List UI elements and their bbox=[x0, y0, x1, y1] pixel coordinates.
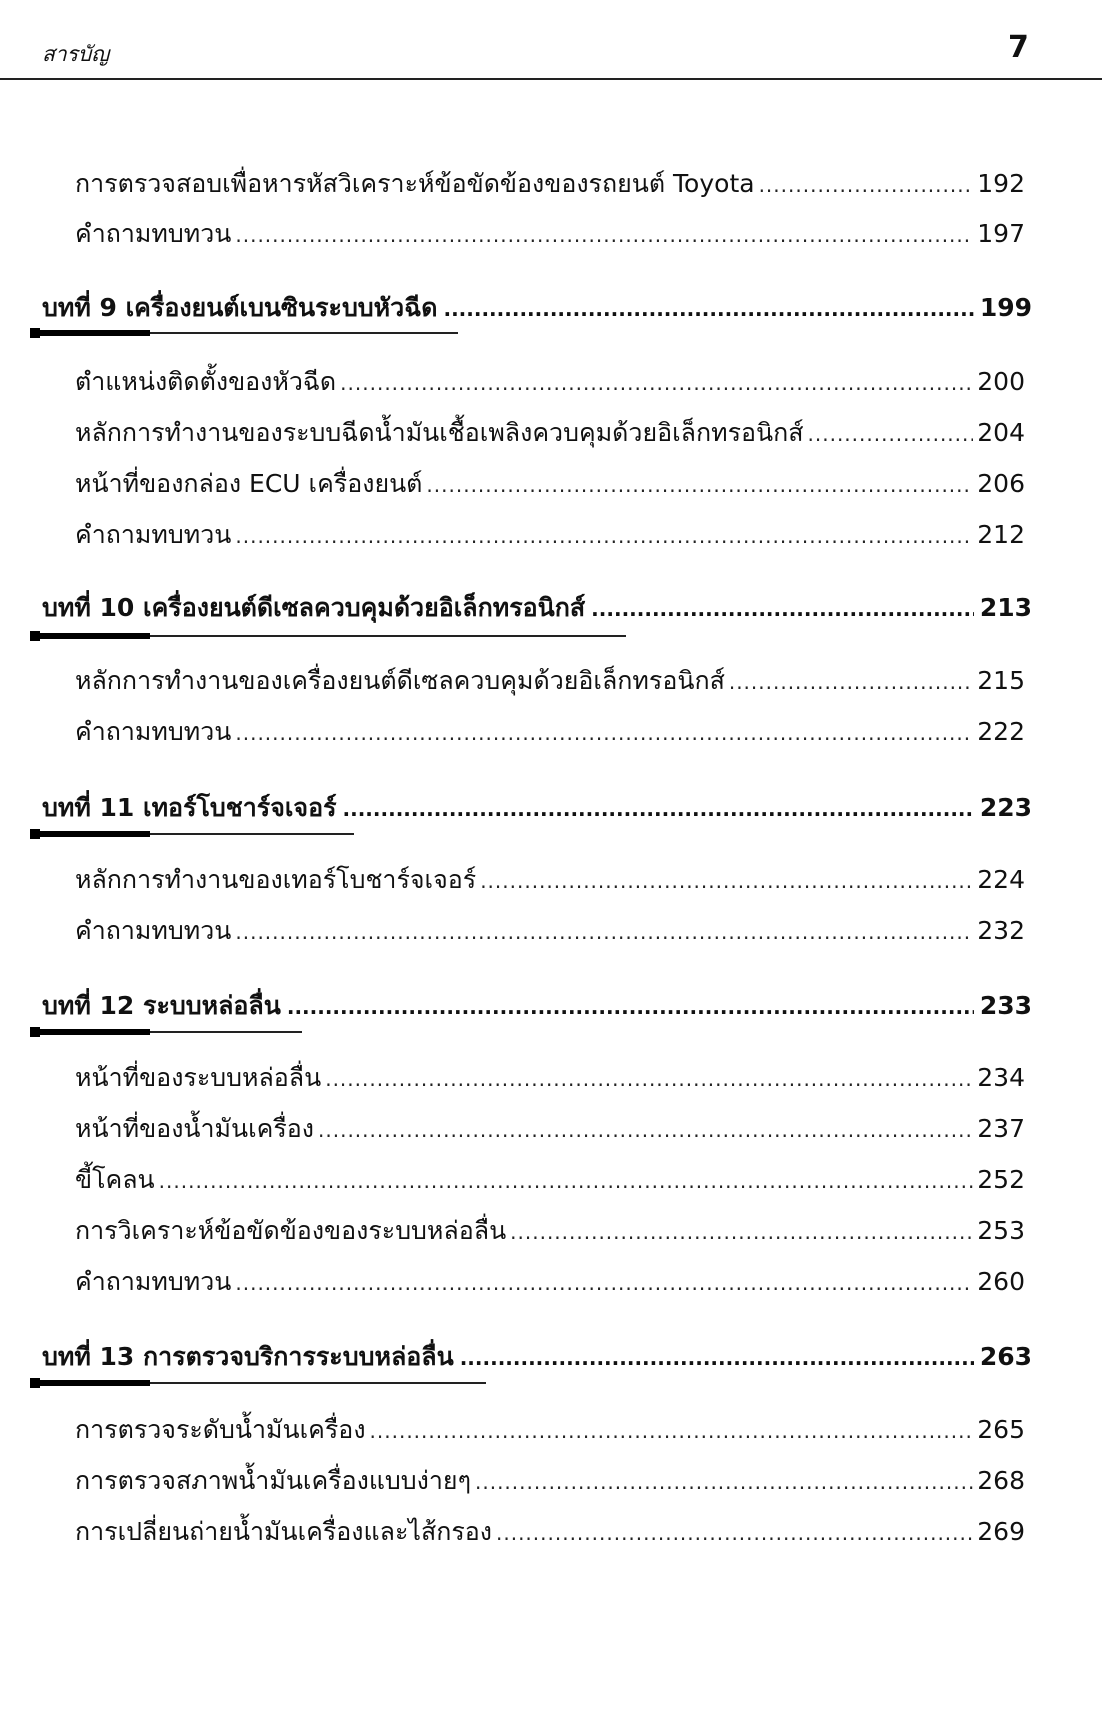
toc-entry-title: ขี้โคลน bbox=[75, 1165, 155, 1194]
dot-leader bbox=[340, 365, 973, 401]
chapter-heading[interactable] bbox=[42, 788, 1032, 828]
toc-entry-title: หน้าที่ของกล่อง ECU เครื่องยนต์ bbox=[75, 469, 423, 498]
dot-leader bbox=[343, 789, 974, 829]
toc-entry-page: 215 bbox=[977, 666, 1025, 695]
chapter-page: 223 bbox=[979, 793, 1032, 822]
dot-leader bbox=[759, 167, 974, 203]
toc-entry-title: หลักการทำงานของเทอร์โบชาร์จเจอร์ bbox=[75, 865, 477, 894]
dot-leader bbox=[235, 914, 973, 950]
dot-leader bbox=[443, 289, 973, 329]
dot-leader bbox=[460, 1338, 974, 1378]
dot-leader bbox=[496, 1515, 973, 1551]
chapter-title: บทที่ 9 เครื่องยนต์เบนซินระบบหัวฉีด bbox=[42, 293, 438, 322]
dot-leader bbox=[370, 1413, 974, 1449]
chapter-heading[interactable] bbox=[42, 986, 1032, 1026]
chapter-title: บทที่ 10 เครื่องยนต์ดีเซลควบคุมด้วยอิเล็กทรอนิกส์ bbox=[42, 593, 586, 622]
toc-entry-title: การวิเคราะห์ข้อขัดข้องของระบบหล่อลื่น bbox=[75, 1216, 507, 1245]
toc-entry-title: การตรวจสภาพน้ำมันเครื่องแบบง่ายๆ bbox=[75, 1466, 471, 1495]
page-number: 7 bbox=[1008, 30, 1029, 65]
toc-entry-title: คำถามทบทวน bbox=[75, 916, 232, 945]
toc-entry-page: 200 bbox=[977, 367, 1025, 396]
toc-entry-title: การตรวจสอบเพื่อหารหัสวิเคราะห์ข้อขัดข้องของรถยนต์ Toyota bbox=[75, 169, 755, 198]
chapter-page: 199 bbox=[979, 293, 1032, 322]
toc-entry[interactable] bbox=[75, 415, 1025, 451]
toc-entry[interactable] bbox=[75, 1060, 1025, 1096]
toc-entry-page: 252 bbox=[977, 1165, 1025, 1194]
toc-entry[interactable] bbox=[75, 1111, 1025, 1147]
dot-leader bbox=[287, 987, 974, 1027]
toc-entry-page: 192 bbox=[977, 169, 1025, 198]
toc-entry[interactable] bbox=[75, 364, 1025, 400]
toc-entry-page: 260 bbox=[977, 1267, 1025, 1296]
toc-entry-page: 268 bbox=[977, 1466, 1025, 1495]
toc-entry[interactable] bbox=[75, 1162, 1025, 1198]
toc-entry[interactable] bbox=[75, 1213, 1025, 1249]
chapter-underline bbox=[32, 328, 458, 338]
dot-leader bbox=[235, 1265, 973, 1301]
running-title: สารบัญ bbox=[42, 42, 110, 66]
toc-entry-page: 265 bbox=[977, 1415, 1025, 1444]
toc-entry-title: คำถามทบทวน bbox=[75, 1267, 232, 1296]
toc-entry[interactable] bbox=[75, 1463, 1025, 1499]
dot-leader bbox=[325, 1061, 973, 1097]
toc-entry-page: 204 bbox=[977, 418, 1025, 447]
chapter-page: 263 bbox=[979, 1342, 1032, 1371]
chapter-underline bbox=[32, 631, 626, 641]
toc-entry-title: คำถามทบทวน bbox=[75, 717, 232, 746]
toc-entry-title: ตำแหน่งติดตั้งของหัวฉีด bbox=[75, 367, 337, 396]
toc-entry[interactable] bbox=[75, 1264, 1025, 1300]
toc-entry-page: 206 bbox=[977, 469, 1025, 498]
toc-entry-title: หลักการทำงานของระบบฉีดน้ำมันเชื้อเพลิงควบคุมด้วยอิเล็กทรอนิกส์ bbox=[75, 418, 804, 447]
toc-entry-title: หน้าที่ของน้ำมันเครื่อง bbox=[75, 1114, 315, 1143]
chapter-heading[interactable] bbox=[42, 588, 1032, 628]
dot-leader bbox=[480, 863, 973, 899]
toc-entry[interactable] bbox=[75, 1514, 1025, 1550]
dot-leader bbox=[591, 589, 974, 629]
dot-leader bbox=[318, 1112, 973, 1148]
dot-leader bbox=[729, 664, 973, 700]
toc-entry[interactable] bbox=[75, 714, 1025, 750]
toc-entry-page: 269 bbox=[977, 1517, 1025, 1546]
dot-leader bbox=[808, 416, 974, 452]
toc-entry[interactable] bbox=[75, 466, 1025, 502]
toc-entry[interactable] bbox=[75, 216, 1025, 252]
dot-leader bbox=[235, 518, 973, 554]
toc-entry-title: หน้าที่ของระบบหล่อลื่น bbox=[75, 1063, 322, 1092]
toc-entry[interactable] bbox=[75, 1412, 1025, 1448]
toc-entry-page: 234 bbox=[977, 1063, 1025, 1092]
chapter-title: บทที่ 11 เทอร์โบชาร์จเจอร์ bbox=[42, 793, 337, 822]
toc-entry[interactable] bbox=[75, 166, 1025, 202]
dot-leader bbox=[426, 467, 973, 503]
toc-entry-title: การตรวจระดับน้ำมันเครื่อง bbox=[75, 1415, 366, 1444]
toc-entry-page: 212 bbox=[977, 520, 1025, 549]
dot-leader bbox=[235, 715, 973, 751]
chapter-underline bbox=[32, 829, 354, 839]
chapter-title: บทที่ 13 การตรวจบริการระบบหล่อลื่น bbox=[42, 1342, 454, 1371]
toc-entry[interactable] bbox=[75, 913, 1025, 949]
chapter-title: บทที่ 12 ระบบหล่อลื่น bbox=[42, 991, 281, 1020]
toc-entry-page: 197 bbox=[977, 219, 1025, 248]
dot-leader bbox=[475, 1464, 973, 1500]
toc-entry-title: คำถามทบทวน bbox=[75, 219, 232, 248]
toc-entry-title: คำถามทบทวน bbox=[75, 520, 232, 549]
toc-entry-page: 224 bbox=[977, 865, 1025, 894]
toc-entry[interactable] bbox=[75, 862, 1025, 898]
chapter-heading[interactable] bbox=[42, 288, 1032, 328]
chapter-page: 213 bbox=[979, 593, 1032, 622]
chapter-page: 233 bbox=[979, 991, 1032, 1020]
toc-entry-title: หลักการทำงานของเครื่องยนต์ดีเซลควบคุมด้วยอิเล็กทรอนิกส์ bbox=[75, 666, 725, 695]
chapter-heading[interactable] bbox=[42, 1337, 1032, 1377]
toc-entry-page: 232 bbox=[977, 916, 1025, 945]
toc-entry-page: 222 bbox=[977, 717, 1025, 746]
toc-entry[interactable] bbox=[75, 517, 1025, 553]
toc-entry-title: การเปลี่ยนถ่ายน้ำมันเครื่องและไส้กรอง bbox=[75, 1517, 492, 1546]
toc-entry-page: 237 bbox=[977, 1114, 1025, 1143]
toc-entry[interactable] bbox=[75, 663, 1025, 699]
dot-leader bbox=[159, 1163, 974, 1199]
chapter-underline bbox=[32, 1027, 302, 1037]
page-header bbox=[0, 0, 1102, 80]
dot-leader bbox=[235, 217, 973, 253]
toc-entry-page: 253 bbox=[977, 1216, 1025, 1245]
dot-leader bbox=[510, 1214, 973, 1250]
chapter-underline bbox=[32, 1378, 486, 1388]
